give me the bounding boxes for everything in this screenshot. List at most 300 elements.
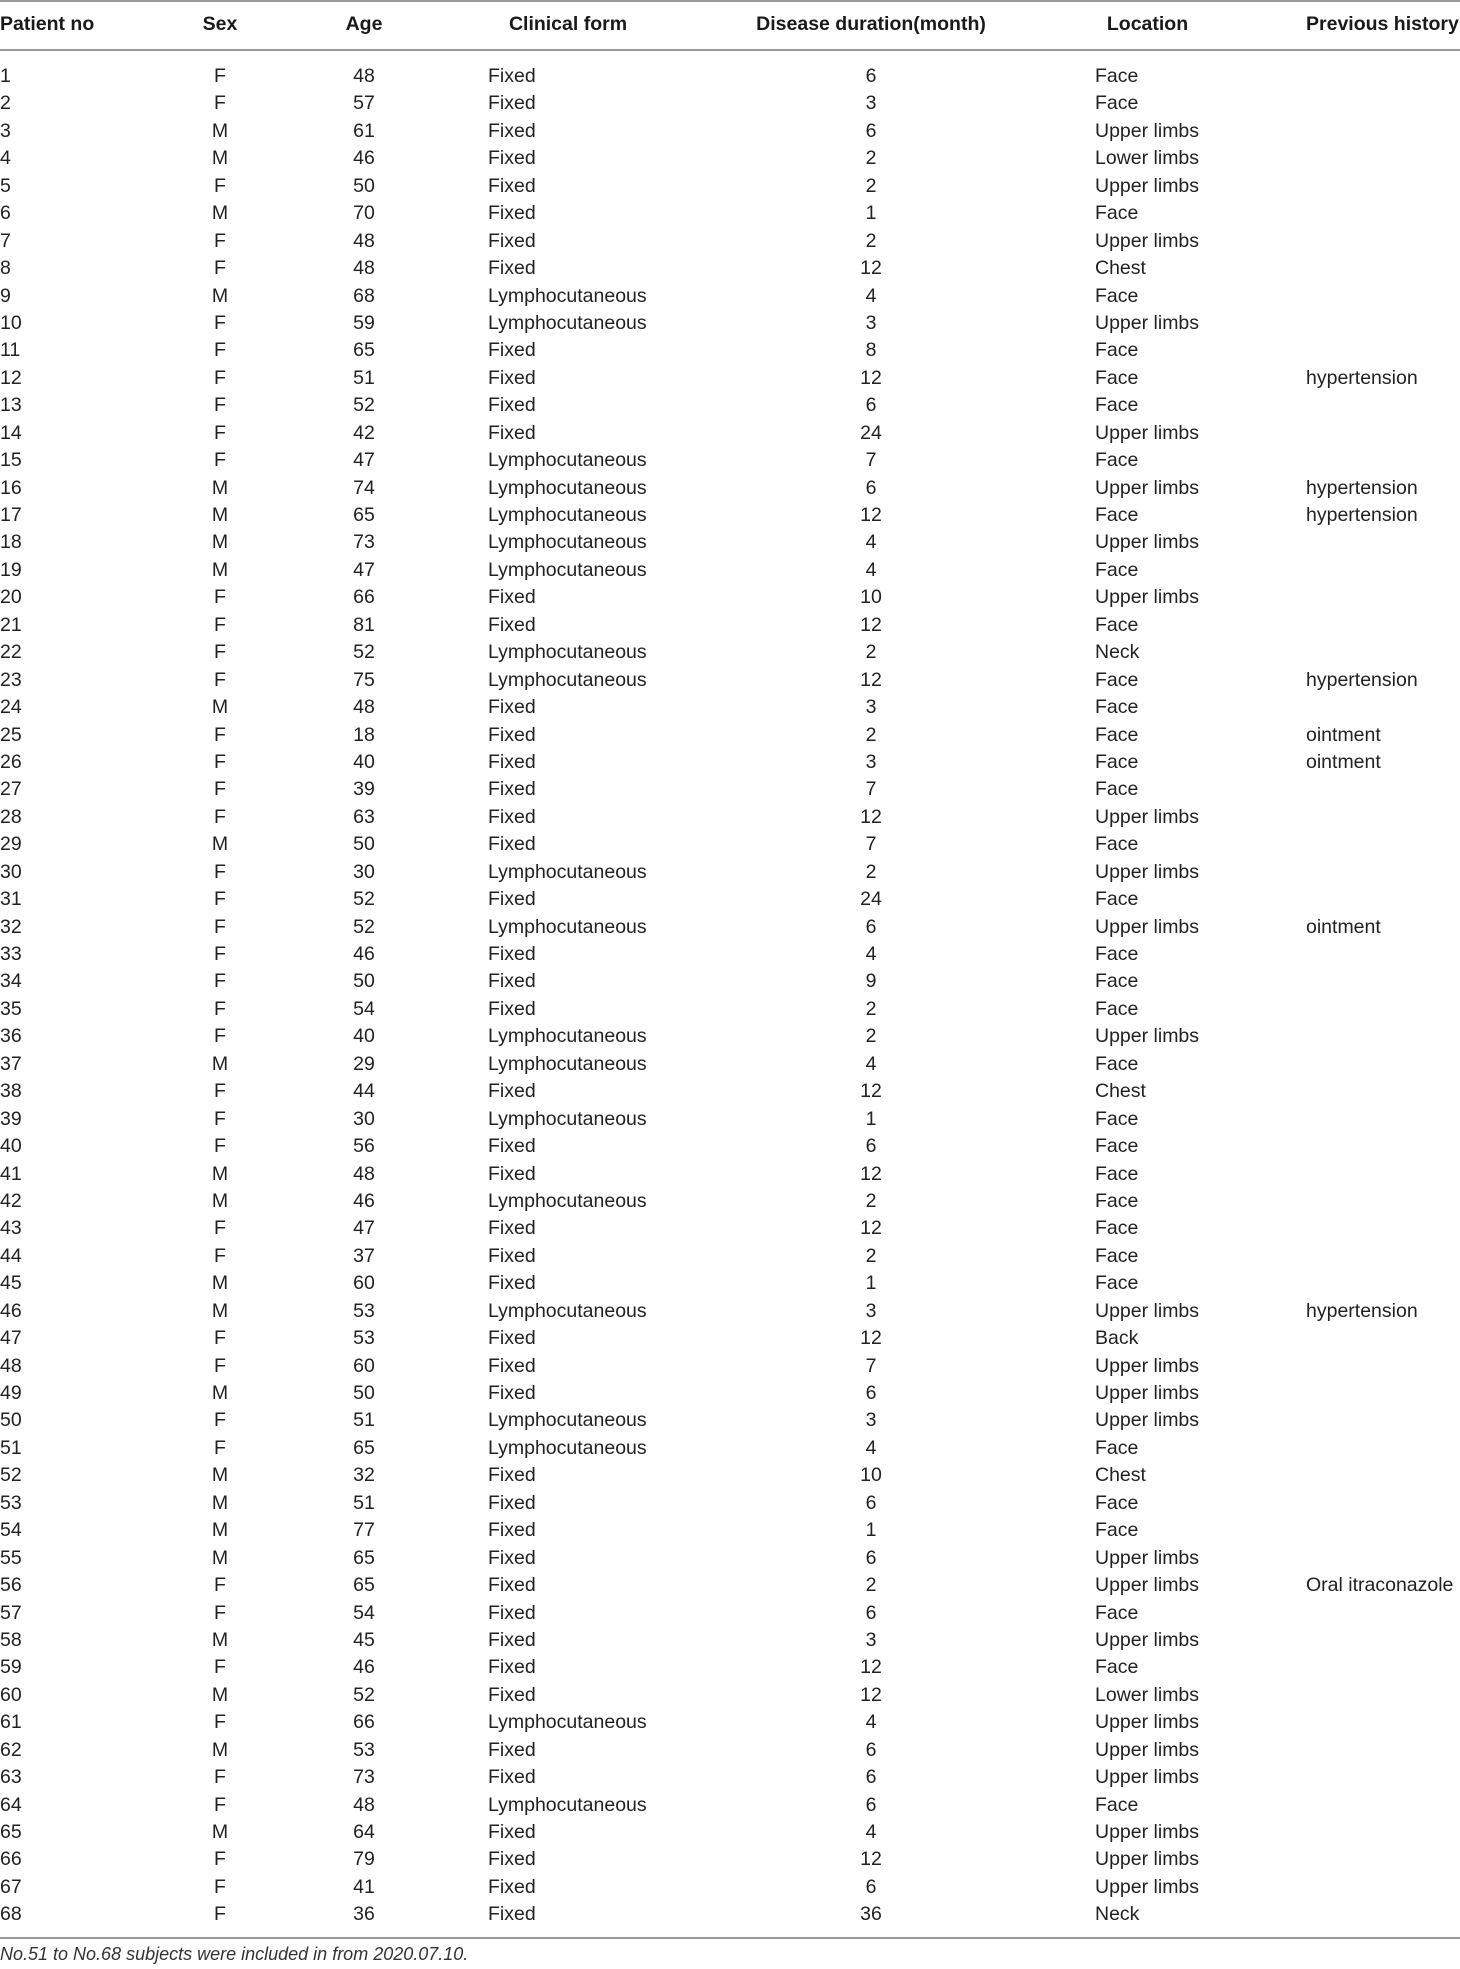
age-cell: 44 (353, 1080, 375, 1103)
clinical-form-cell: Fixed (488, 888, 536, 911)
age-cell: 47 (353, 449, 375, 472)
sex-cell: F (214, 1766, 226, 1789)
sex-cell: F (214, 1354, 226, 1377)
age-cell: 68 (353, 284, 375, 307)
patient-no-cell: 57 (0, 1601, 22, 1624)
location-cell: Face (1095, 613, 1139, 636)
sex-cell: F (214, 915, 226, 938)
patient-no-cell: 58 (0, 1628, 22, 1651)
disease-duration-cell: 4 (865, 558, 877, 581)
location-cell: Upper limbs (1095, 1574, 1200, 1597)
sex-cell: M (211, 202, 229, 225)
disease-duration-cell: 12 (860, 613, 882, 636)
patient-no-cell: 25 (0, 723, 22, 746)
clinical-form-cell: Fixed (488, 394, 536, 417)
age-cell: 51 (353, 1409, 375, 1432)
sex-cell: F (214, 1601, 226, 1624)
patient-no-cell: 63 (0, 1766, 22, 1789)
disease-duration-cell: 4 (865, 1436, 877, 1459)
clinical-form-cell: Fixed (488, 202, 536, 225)
disease-duration-cell: 12 (860, 1327, 882, 1350)
table-header-row (0, 0, 1460, 50)
table-row (0, 310, 1460, 337)
clinical-form-cell: Lymphocutaneous (488, 1025, 647, 1048)
clinical-form-cell: Fixed (488, 1272, 536, 1295)
patient-no-cell: 11 (0, 339, 21, 362)
clinical-form-cell: Fixed (488, 1875, 536, 1898)
disease-duration-cell: 7 (865, 1354, 877, 1377)
disease-duration-cell: 6 (865, 1738, 877, 1761)
sex-cell: M (211, 833, 229, 856)
age-cell: 57 (353, 92, 375, 115)
age-cell: 37 (353, 1244, 375, 1267)
table-row (0, 1654, 1460, 1681)
clinical-form-cell: Fixed (488, 119, 536, 142)
clinical-form-cell: Fixed (488, 229, 536, 252)
age-cell: 50 (353, 833, 375, 856)
sex-cell: M (211, 1382, 229, 1404)
location-cell: Face (1095, 1052, 1139, 1075)
location-cell: Upper limbs (1095, 1382, 1200, 1404)
location-cell: Face (1095, 284, 1139, 307)
location-cell: Neck (1095, 641, 1140, 664)
clinical-form-cell: Lymphocutaneous (488, 449, 647, 472)
patient-no-cell: 48 (0, 1354, 22, 1377)
patient-no-cell: 27 (0, 778, 22, 801)
location-cell: Face (1095, 366, 1139, 389)
clinical-form-cell: Fixed (488, 1546, 536, 1569)
table-row (0, 1353, 1460, 1380)
table-row (0, 1407, 1460, 1434)
disease-duration-cell: 12 (860, 1080, 882, 1103)
patient-no-cell: 35 (0, 997, 22, 1020)
patient-no-cell: 64 (0, 1793, 22, 1816)
disease-duration-cell: 12 (860, 257, 882, 280)
table-row (0, 1051, 1460, 1078)
table-row (0, 1078, 1460, 1105)
sex-cell: M (211, 476, 229, 499)
table-row (0, 667, 1460, 694)
age-cell: 60 (353, 1272, 375, 1295)
sex-cell: M (211, 1464, 229, 1487)
sex-cell: F (214, 1135, 226, 1158)
patient-no-cell: 28 (0, 805, 22, 828)
table-row (0, 1270, 1460, 1297)
location-cell: Upper limbs (1095, 119, 1200, 142)
disease-duration-cell: 12 (860, 1656, 882, 1679)
patient-no-cell: 46 (0, 1299, 22, 1322)
sex-cell: F (214, 805, 226, 828)
disease-duration-cell: 4 (865, 284, 877, 307)
clinical-form-cell: Fixed (488, 1848, 536, 1871)
disease-duration-cell: 3 (865, 92, 877, 115)
disease-duration-cell: 1 (865, 1107, 877, 1130)
location-cell: Back (1095, 1327, 1139, 1350)
clinical-form-cell: Lymphocutaneous (488, 1107, 647, 1130)
age-cell: 48 (353, 696, 375, 719)
age-cell: 50 (353, 174, 375, 197)
table-row (0, 831, 1460, 858)
sex-cell: F (214, 1025, 226, 1048)
location-cell: Face (1095, 1162, 1139, 1185)
location-cell: Face (1095, 1601, 1139, 1624)
sex-cell: F (214, 668, 226, 691)
age-cell: 65 (353, 339, 375, 362)
sex-cell: F (214, 257, 226, 280)
location-cell: Face (1095, 394, 1139, 417)
age-cell: 74 (353, 476, 375, 499)
table-row (0, 255, 1460, 282)
disease-duration-cell: 24 (860, 421, 882, 444)
sex-cell: F (214, 339, 226, 362)
clinical-form-cell: Lymphocutaneous (488, 1299, 647, 1322)
clinical-form-cell: Lymphocutaneous (488, 476, 647, 499)
patient-no-cell: 33 (0, 943, 22, 965)
patient-no-cell: 30 (0, 860, 22, 883)
previous-history-cell: ointment (1306, 723, 1381, 746)
table-row (0, 1627, 1460, 1654)
sex-cell: F (214, 641, 226, 664)
table-row (0, 118, 1460, 145)
table-row (0, 1490, 1460, 1517)
table-row (0, 1380, 1460, 1407)
disease-duration-cell: 6 (865, 1135, 877, 1158)
location-cell: Face (1095, 449, 1139, 472)
clinical-form-cell: Fixed (488, 1656, 536, 1679)
sex-cell: M (211, 1272, 229, 1295)
patient-no-cell: 37 (0, 1052, 22, 1075)
age-cell: 48 (353, 229, 375, 252)
sex-cell: F (214, 1574, 226, 1597)
disease-duration-cell: 6 (865, 1875, 877, 1898)
location-cell: Face (1095, 943, 1139, 965)
patient-no-cell: 19 (0, 558, 22, 581)
location-cell: Upper limbs (1095, 805, 1200, 828)
disease-duration-cell: 2 (865, 229, 877, 252)
age-cell: 79 (353, 1848, 375, 1871)
table-row (0, 859, 1460, 886)
table-row (0, 776, 1460, 803)
sex-cell: M (211, 696, 229, 719)
disease-duration-cell: 6 (865, 1491, 877, 1514)
clinical-form-cell: Fixed (488, 1217, 536, 1240)
previous-history-cell: hypertension (1306, 366, 1418, 389)
table-row (0, 529, 1460, 556)
patient-no-cell: 56 (0, 1574, 22, 1597)
patient-no-cell: 23 (0, 668, 22, 691)
clinical-form-cell: Fixed (488, 723, 536, 746)
sex-cell: F (214, 1875, 226, 1898)
previous-history-cell: ointment (1306, 915, 1381, 938)
sex-cell: F (214, 1244, 226, 1267)
age-cell: 77 (353, 1519, 375, 1542)
table-row (0, 1600, 1460, 1627)
table-row (0, 1819, 1460, 1846)
age-cell: 36 (353, 1903, 375, 1926)
clinical-form-cell: Fixed (488, 997, 536, 1020)
table-row (0, 145, 1460, 172)
disease-duration-cell: 10 (860, 1464, 882, 1487)
age-cell: 51 (353, 366, 375, 389)
table-body (0, 63, 1460, 1929)
sex-cell: F (214, 943, 226, 965)
table-row (0, 1133, 1460, 1160)
age-cell: 47 (353, 1217, 375, 1240)
disease-duration-cell: 2 (865, 997, 877, 1020)
disease-duration-cell: 12 (860, 366, 882, 389)
location-cell: Face (1095, 970, 1139, 993)
location-cell: Face (1095, 723, 1139, 746)
age-cell: 46 (353, 943, 375, 965)
sex-cell: F (214, 174, 226, 197)
clinical-form-cell: Fixed (488, 696, 536, 719)
disease-duration-cell: 12 (860, 504, 882, 526)
disease-duration-cell: 12 (860, 1848, 882, 1871)
location-cell: Face (1095, 750, 1139, 773)
patient-no-cell: 18 (0, 531, 22, 554)
clinical-form-cell: Fixed (488, 805, 536, 828)
table-row (0, 1545, 1460, 1572)
location-cell: Upper limbs (1095, 421, 1200, 444)
location-cell: Upper limbs (1095, 915, 1200, 938)
sex-cell: F (214, 449, 226, 472)
clinical-form-cell: Lymphocutaneous (488, 1052, 647, 1075)
clinical-form-cell: Lymphocutaneous (488, 1436, 647, 1459)
table-row (0, 1874, 1460, 1901)
location-cell: Chest (1095, 1464, 1146, 1487)
age-cell: 54 (353, 997, 375, 1020)
location-cell: Upper limbs (1095, 1766, 1200, 1789)
table-row (0, 1325, 1460, 1352)
table-row (0, 968, 1460, 995)
patient-no-cell: 3 (0, 119, 11, 142)
clinical-form-cell: Lymphocutaneous (488, 860, 647, 883)
table-row (0, 941, 1460, 968)
table-row (0, 420, 1460, 447)
disease-duration-cell: 1 (865, 1272, 877, 1295)
sex-cell: M (211, 1052, 229, 1075)
disease-duration-cell: 6 (865, 119, 877, 142)
age-cell: 65 (353, 504, 375, 526)
age-cell: 53 (353, 1738, 375, 1761)
location-cell: Face (1095, 778, 1139, 801)
clinical-form-cell: Lymphocutaneous (488, 531, 647, 554)
table-row (0, 200, 1460, 227)
sex-cell: M (211, 1546, 229, 1569)
clinical-form-cell: Fixed (488, 1491, 536, 1514)
table-row (0, 1106, 1460, 1133)
clinical-form-cell: Fixed (488, 366, 536, 389)
location-cell: Face (1095, 1656, 1139, 1679)
location-cell: Upper limbs (1095, 1628, 1200, 1651)
age-cell: 51 (353, 1491, 375, 1514)
table-header-rule (0, 49, 1460, 51)
age-cell: 65 (353, 1574, 375, 1597)
patient-no-cell: 17 (0, 504, 22, 526)
age-cell: 45 (353, 1628, 375, 1651)
disease-duration-cell: 6 (865, 1382, 877, 1404)
clinical-form-cell: Fixed (488, 1327, 536, 1350)
sex-cell: M (211, 1519, 229, 1542)
patient-no-cell: 2 (0, 92, 11, 115)
table-bottom-rule (0, 1937, 1460, 1939)
disease-duration-cell: 4 (865, 943, 877, 965)
disease-duration-cell: 12 (860, 1683, 882, 1706)
age-cell: 46 (353, 1656, 375, 1679)
age-cell: 66 (353, 1711, 375, 1734)
sex-cell: F (214, 586, 226, 609)
age-cell: 52 (353, 1683, 375, 1706)
age-cell: 53 (353, 1299, 375, 1322)
age-cell: 18 (353, 723, 375, 746)
age-cell: 52 (353, 915, 375, 938)
disease-duration-cell: 6 (865, 476, 877, 499)
table-row (0, 694, 1460, 721)
table-row (0, 1161, 1460, 1188)
patient-no-cell: 29 (0, 833, 22, 856)
clinical-form-cell: Lymphocutaneous (488, 1409, 647, 1432)
location-cell: Upper limbs (1095, 1848, 1200, 1871)
table-row (0, 90, 1460, 117)
location-cell: Upper limbs (1095, 860, 1200, 883)
header-age: Age (345, 13, 383, 35)
age-cell: 56 (353, 1135, 375, 1158)
table-row (0, 584, 1460, 611)
patient-no-cell: 50 (0, 1409, 22, 1432)
disease-duration-cell: 4 (865, 531, 877, 554)
location-cell: Upper limbs (1095, 1546, 1200, 1569)
age-cell: 40 (353, 750, 375, 773)
age-cell: 52 (353, 394, 375, 417)
patient-no-cell: 22 (0, 641, 22, 664)
sex-cell: M (211, 119, 229, 142)
clinical-form-cell: Fixed (488, 1601, 536, 1624)
location-cell: Face (1095, 1519, 1139, 1542)
patient-no-cell: 24 (0, 696, 22, 719)
table-row (0, 1572, 1460, 1599)
sex-cell: F (214, 613, 226, 636)
disease-duration-cell: 6 (865, 65, 877, 87)
sex-cell: F (214, 366, 226, 389)
clinical-form-cell: Fixed (488, 1738, 536, 1761)
clinical-form-cell: Fixed (488, 1354, 536, 1377)
patient-no-cell: 59 (0, 1656, 22, 1679)
table-footnote: No.51 to No.68 subjects were included in from 2020.07.10. (0, 1944, 469, 1964)
table-row (0, 612, 1460, 639)
clinical-form-cell: Fixed (488, 1766, 536, 1789)
disease-duration-cell: 2 (865, 1574, 877, 1597)
location-cell: Face (1095, 504, 1139, 526)
age-cell: 59 (353, 311, 375, 334)
table-row (0, 1188, 1460, 1215)
disease-duration-cell: 3 (865, 311, 877, 334)
table-row (0, 447, 1460, 474)
clinical-form-cell: Fixed (488, 833, 536, 856)
header-disease-duration: Disease duration(month) (756, 13, 986, 35)
patient-no-cell: 66 (0, 1848, 22, 1871)
disease-duration-cell: 2 (865, 1189, 877, 1212)
disease-duration-cell: 1 (865, 1519, 877, 1542)
location-cell: Upper limbs (1095, 586, 1200, 609)
age-cell: 81 (353, 613, 375, 636)
sex-cell: F (214, 1436, 226, 1459)
patient-no-cell: 49 (0, 1382, 22, 1404)
sex-cell: F (214, 229, 226, 252)
age-cell: 46 (353, 1189, 375, 1212)
clinical-form-cell: Fixed (488, 257, 536, 280)
sex-cell: F (214, 65, 226, 87)
age-cell: 30 (353, 860, 375, 883)
age-cell: 50 (353, 970, 375, 993)
disease-duration-cell: 4 (865, 1052, 877, 1075)
location-cell: Face (1095, 833, 1139, 856)
clinical-form-cell: Fixed (488, 1162, 536, 1185)
table-row (0, 1737, 1460, 1764)
table-row (0, 63, 1460, 90)
disease-duration-cell: 12 (860, 668, 882, 691)
age-cell: 46 (353, 147, 375, 170)
age-cell: 75 (353, 668, 375, 691)
age-cell: 41 (353, 1875, 375, 1898)
clinical-form-cell: Fixed (488, 586, 536, 609)
age-cell: 61 (353, 119, 375, 142)
clinical-form-cell: Fixed (488, 970, 536, 993)
location-cell: Upper limbs (1095, 1711, 1200, 1734)
patient-no-cell: 32 (0, 915, 22, 938)
age-cell: 60 (353, 1354, 375, 1377)
location-cell: Upper limbs (1095, 1354, 1200, 1377)
sex-cell: F (214, 860, 226, 883)
sex-cell: M (211, 558, 229, 581)
sex-cell: F (214, 1327, 226, 1350)
sex-cell: F (214, 1848, 226, 1871)
table-row (0, 1764, 1460, 1791)
disease-duration-cell: 9 (865, 970, 877, 993)
sex-cell: F (214, 970, 226, 993)
clinical-form-cell: Lymphocutaneous (488, 1711, 647, 1734)
patient-no-cell: 12 (0, 366, 22, 389)
location-cell: Face (1095, 888, 1139, 911)
patient-no-cell: 53 (0, 1491, 22, 1514)
disease-duration-cell: 2 (865, 641, 877, 664)
table-row (0, 1517, 1460, 1544)
clinical-form-cell: Fixed (488, 147, 536, 170)
clinical-form-cell: Fixed (488, 421, 536, 444)
sex-cell: M (211, 284, 229, 307)
patient-no-cell: 1 (0, 65, 11, 87)
location-cell: Face (1095, 1135, 1139, 1158)
disease-duration-cell: 6 (865, 915, 877, 938)
table-row (0, 502, 1460, 529)
age-cell: 30 (353, 1107, 375, 1130)
patient-no-cell: 9 (0, 284, 11, 307)
patient-no-cell: 15 (0, 449, 22, 472)
disease-duration-cell: 2 (865, 1025, 877, 1048)
table-row (0, 173, 1460, 200)
disease-duration-cell: 24 (860, 888, 882, 911)
location-cell: Lower limbs (1095, 1683, 1200, 1706)
patient-no-cell: 4 (0, 147, 11, 170)
clinical-form-cell: Fixed (488, 92, 536, 115)
disease-duration-cell: 36 (860, 1903, 882, 1926)
age-cell: 48 (353, 1162, 375, 1185)
patient-no-cell: 43 (0, 1217, 22, 1240)
age-cell: 70 (353, 202, 375, 225)
patient-no-cell: 47 (0, 1327, 22, 1350)
patient-no-cell: 7 (0, 229, 11, 252)
location-cell: Upper limbs (1095, 1409, 1200, 1432)
clinical-form-cell: Fixed (488, 339, 536, 362)
